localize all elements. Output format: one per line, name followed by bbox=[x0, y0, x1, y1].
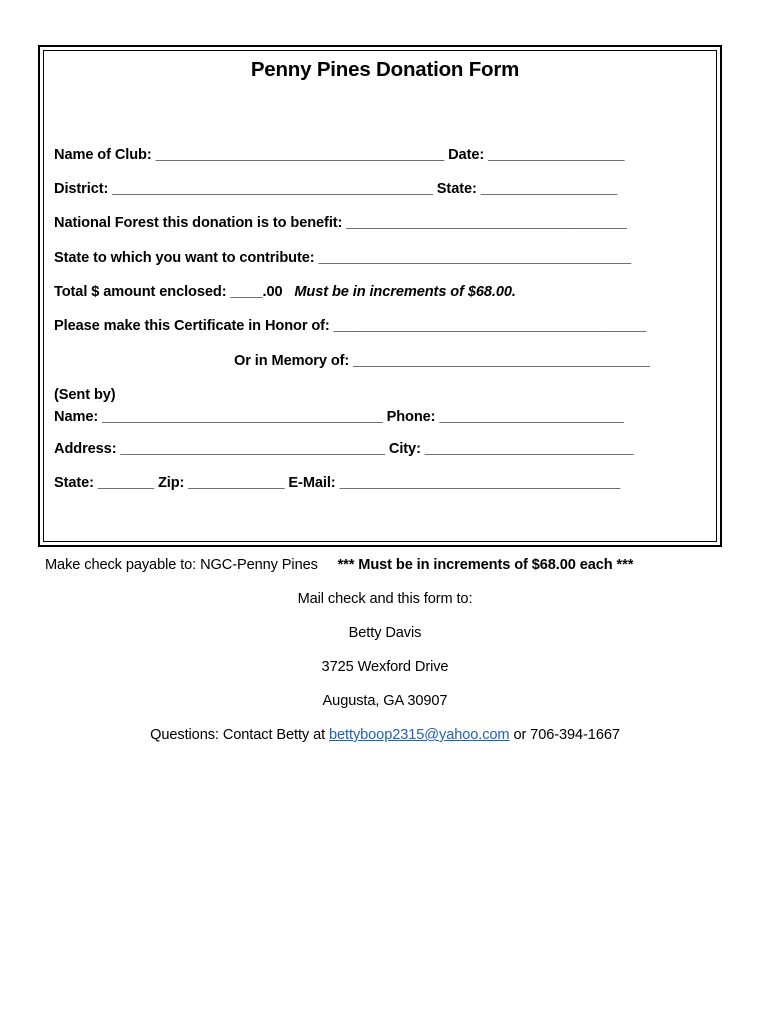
increment-note: Must be in increments of $68.00. bbox=[294, 284, 516, 300]
contact-city-state-zip: Augusta, GA 30907 bbox=[322, 693, 448, 709]
form-title: Penny Pines Donation Form bbox=[250, 58, 520, 81]
state-contribute-field[interactable]: State to which you want to contribute: _______________________________________ bbox=[54, 250, 632, 266]
questions-suffix: or 706-394-1667 bbox=[509, 727, 620, 743]
total-amount-field[interactable]: Total $ amount enclosed: ____.00 bbox=[54, 284, 283, 300]
name-phone-field[interactable]: Name: ___________________________________ Phone: _______________________ bbox=[54, 409, 624, 425]
email-link[interactable]: bettyboop2315@yahoo.com bbox=[329, 727, 510, 743]
payable-line bbox=[45, 557, 633, 573]
questions-prefix: Questions: Contact Betty at bbox=[150, 727, 330, 743]
questions-line bbox=[0, 727, 770, 743]
memory-field[interactable]: Or in Memory of: _____________________________________ bbox=[234, 353, 650, 369]
payable-text: Make check payable to: NGC-Penny Pines bbox=[45, 557, 318, 573]
address-city-field[interactable]: Address: _________________________________ City: __________________________ bbox=[54, 441, 634, 457]
honor-field[interactable]: Please make this Certificate in Honor of: _______________________________________ bbox=[54, 318, 647, 334]
total-amount-line bbox=[54, 284, 516, 300]
contact-street: 3725 Wexford Drive bbox=[321, 659, 449, 675]
district-field[interactable]: District: ________________________________________ State: _________________ bbox=[54, 181, 617, 197]
name-of-club-field[interactable]: Name of Club: ____________________________________ Date: _________________ bbox=[54, 147, 625, 163]
sent-by-label: (Sent by) bbox=[54, 387, 116, 403]
increments-text: *** Must be in increments of $68.00 each *** bbox=[337, 557, 634, 573]
contact-name: Betty Davis bbox=[348, 625, 422, 641]
national-forest-field[interactable]: National Forest this donation is to benefit: ___________________________________ bbox=[54, 215, 627, 231]
state-zip-email-field[interactable]: State: _______ Zip: ____________ E-Mail: ___________________________________ bbox=[54, 475, 621, 491]
mail-to-text: Mail check and this form to: bbox=[297, 591, 473, 607]
